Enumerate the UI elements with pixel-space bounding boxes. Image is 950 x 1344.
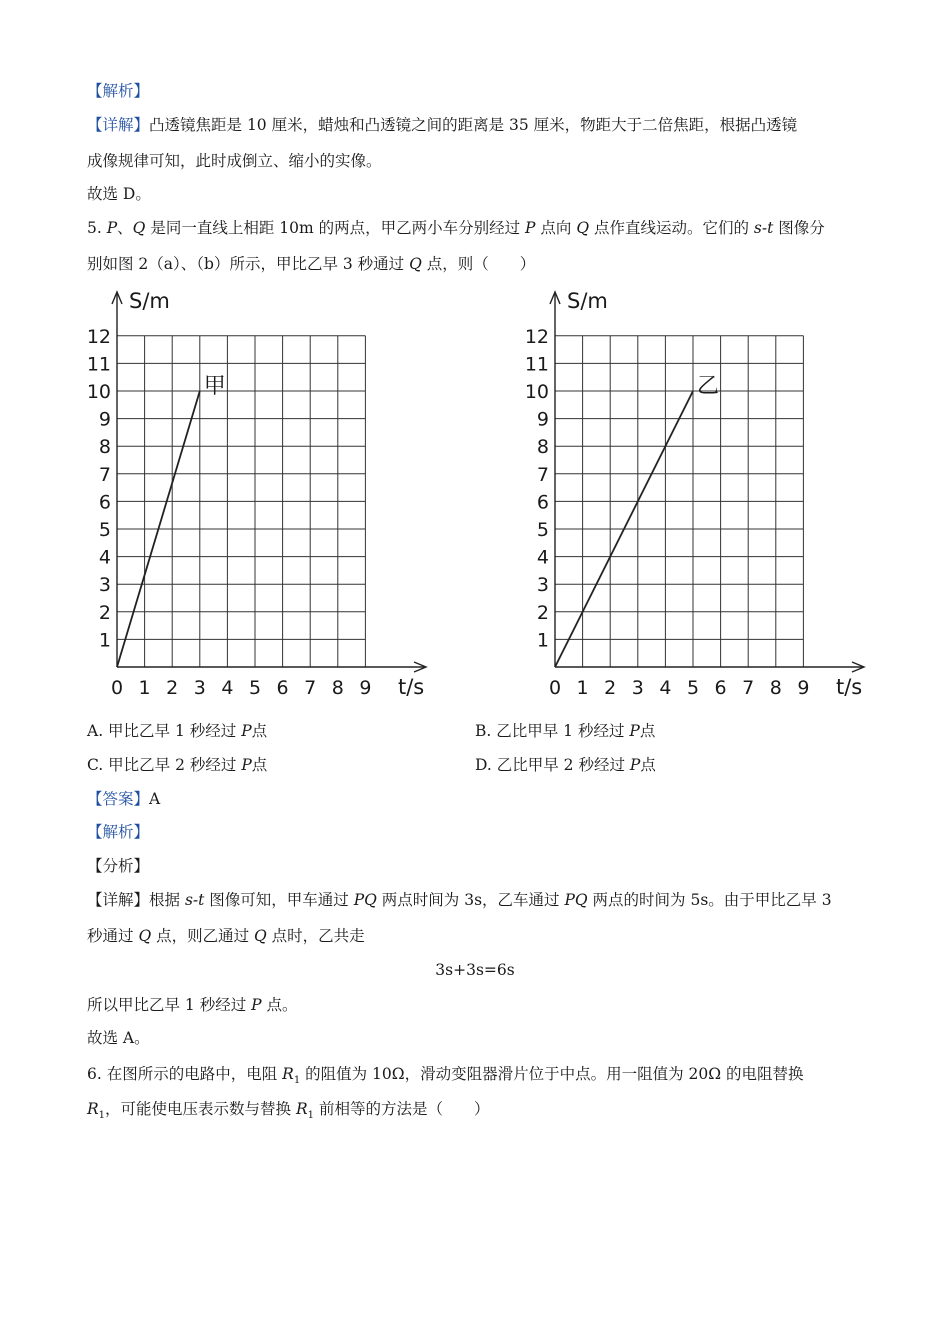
q5-analysis-tag: 【解析】 — [87, 823, 150, 841]
x-tick-label: 7 — [304, 677, 317, 699]
x-tick-label: 5 — [686, 677, 700, 699]
y-tick-label: 7 — [536, 463, 549, 486]
q5-final-answer: 故选 A。 — [87, 1029, 150, 1047]
q5-detail-line-2: 秒通过 Q 点，则乙通过 Q 点时，乙共走 — [87, 927, 365, 945]
q6-stem-line-2: $R_1$，可能使电压表示数与替换 $R_1$ 前相等的方法是（ ） — [87, 1100, 490, 1122]
x-tick-label: 2 — [166, 677, 179, 699]
y-tick-label: 6 — [536, 491, 549, 514]
x-tick-label: 8 — [331, 677, 344, 699]
y-tick-label: 4 — [536, 546, 549, 569]
q4-detail-line-1: 【详解】凸透镜焦距是 10 厘米，蜡烛和凸透镜之间的距离是 35 厘米，物距大于二倍焦距，根据凸透镜 — [87, 116, 798, 134]
q6-stem-line-1: 6. 在图所示的电路中，电阻 $R_1$ 的阻值为 10Ω，滑动变阻器滑片位于中点。用一阻值为 20Ω 的电阻替换 — [87, 1065, 804, 1087]
x-tick-label: 1 — [138, 677, 151, 699]
y-tick-label: 4 — [98, 546, 111, 569]
q5-stem-line-1: 5. P、Q 是同一直线上相距 10m 的两点，甲乙两小车分别经过 P 点向 Q 点作直线运动。它们的 s-t 图像分 — [87, 219, 825, 237]
series-label: 乙 — [697, 374, 720, 399]
q5-answer: 【答案】A — [87, 790, 161, 808]
x-tick-label: 1 — [576, 677, 589, 699]
y-tick-label: 7 — [98, 463, 111, 486]
y-tick-label: 10 — [86, 381, 111, 403]
x-tick-label: 9 — [359, 677, 372, 699]
y-tick-label: 12 — [524, 325, 549, 348]
x-tick-label: 3 — [631, 677, 644, 699]
y-tick-label: 3 — [98, 574, 111, 597]
q5-stem-line-2: 别如图 2（a）、（b）所示，甲比乙早 3 秒通过 Q 点，则（ ） — [87, 255, 536, 273]
option-c: C. 甲比乙早 2 秒经过 P点 — [87, 756, 268, 774]
y-tick-label: 8 — [536, 436, 549, 459]
y-tick-label: 2 — [98, 601, 111, 624]
q5-equation: 3s+3s=6s — [435, 961, 515, 979]
x-tick-label: 6 — [714, 677, 727, 699]
q4-answer: 故选 D。 — [87, 185, 151, 203]
x-tick-label: 4 — [221, 677, 234, 699]
q5-detail-line-1: 【详解】根据 s-t 图像可知，甲车通过 PQ 两点时间为 3s，乙车通过 PQ 两点的时间为 5s。由于甲比乙早 3 — [87, 891, 832, 909]
x-tick-label: 3 — [193, 677, 206, 699]
x-tick-label: 5 — [248, 677, 262, 699]
x-axis-label: t/s — [836, 675, 863, 699]
y-tick-label: 8 — [98, 436, 111, 459]
y-tick-label: 1 — [98, 629, 111, 652]
y-tick-label: 2 — [536, 601, 549, 624]
y-tick-label: 5 — [536, 519, 549, 541]
x-tick-label: 9 — [797, 677, 810, 699]
option-a: A. 甲比乙早 1 秒经过 P点 — [87, 722, 268, 740]
x-tick-label: 0 — [548, 677, 562, 699]
y-tick-label: 1 — [536, 629, 549, 652]
x-tick-label: 0 — [110, 677, 124, 699]
q5-detail-line-3: 所以甲比乙早 1 秒经过 P 点。 — [87, 996, 298, 1014]
q4-analysis-tag: 【解析】 — [87, 82, 150, 100]
option-b: B. 乙比甲早 1 秒经过 P点 — [475, 722, 656, 740]
y-tick-label: 9 — [98, 408, 111, 431]
x-tick-label: 4 — [659, 677, 672, 699]
x-tick-label: 6 — [276, 677, 289, 699]
x-axis-label: t/s — [398, 675, 425, 699]
y-axis-label: S/m — [129, 289, 170, 313]
y-tick-label: 11 — [86, 353, 111, 376]
chart-a — [80, 280, 440, 705]
y-tick-label: 6 — [98, 491, 111, 514]
y-tick-label: 3 — [536, 574, 549, 597]
x-tick-label: 7 — [742, 677, 755, 699]
chart-b — [518, 280, 878, 705]
y-tick-label: 12 — [86, 325, 111, 348]
x-tick-label: 2 — [604, 677, 617, 699]
y-tick-label: 11 — [524, 353, 549, 376]
x-tick-label: 8 — [769, 677, 782, 699]
option-d: D. 乙比甲早 2 秒经过 P点 — [475, 756, 656, 774]
y-tick-label: 10 — [524, 381, 549, 403]
y-axis-label: S/m — [567, 289, 608, 313]
q4-detail-line-2: 成像规律可知，此时成倒立、缩小的实像。 — [87, 152, 382, 170]
series-label: 甲 — [203, 374, 226, 399]
y-tick-label: 5 — [98, 519, 111, 541]
q5-fenxi-tag: 【分析】 — [87, 857, 150, 875]
y-tick-label: 9 — [536, 408, 549, 431]
